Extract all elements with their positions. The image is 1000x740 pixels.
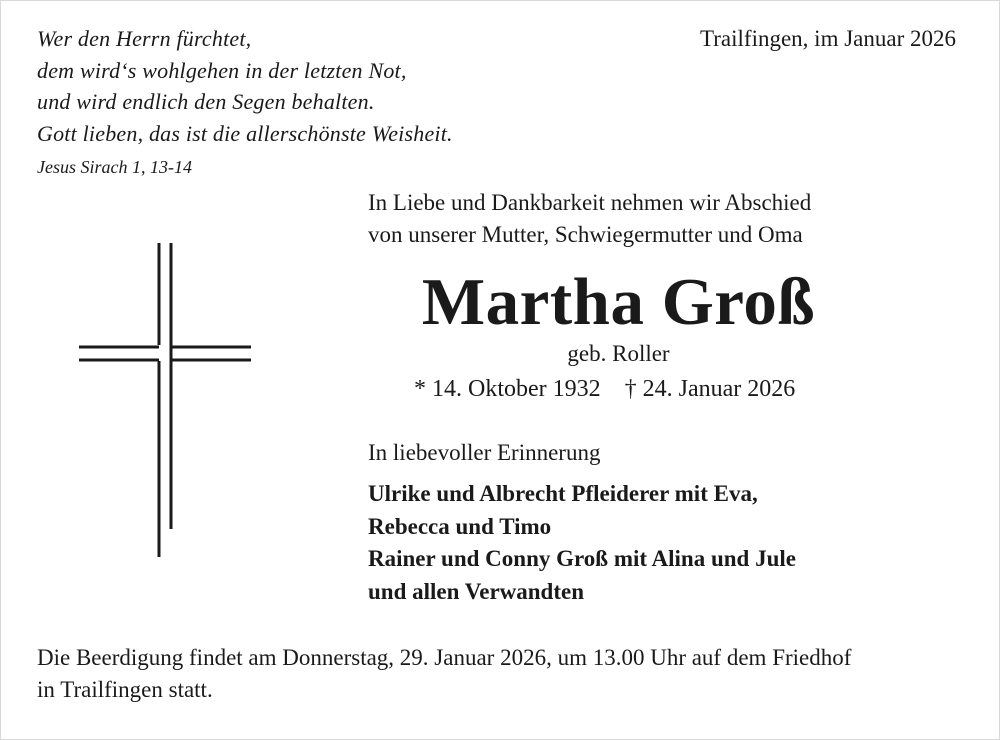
- verse-line: und wird endlich den Segen behalten.: [37, 89, 375, 114]
- deceased-name: Martha Groß: [421, 265, 816, 339]
- intro-line: von unserer Mutter, Schwiegermutter und Oma: [368, 221, 803, 247]
- birth-date: * 14. Oktober 1932: [414, 376, 601, 402]
- funeral-line: in Trailfingen statt.: [37, 677, 213, 702]
- mourner-line: Ulrike und Albrecht Pfleiderer mit Eva,: [368, 481, 758, 506]
- farewell-intro: [368, 187, 811, 250]
- death-date: † 24. Januar 2026: [624, 376, 796, 402]
- place-date: Trailfingen, im Januar 2026: [700, 26, 956, 51]
- funeral-line: Die Beerdigung findet am Donnerstag, 29. Januar 2026, um 13.00 Uhr auf dem Friedhof: [37, 645, 852, 670]
- memory-text: In liebevoller Erinnerung: [368, 440, 601, 465]
- life-dates: [414, 373, 795, 405]
- mourner-line: Rainer und Conny Groß mit Alina und Jule: [368, 546, 796, 571]
- mourner-line: und allen Verwandten: [368, 578, 585, 604]
- funeral-notice: [37, 642, 851, 706]
- verse-line: Wer den Herrn fürchtet,: [37, 26, 252, 51]
- verse-line: Gott lieben, das ist die allerschönste Weisheit.: [37, 120, 453, 146]
- intro-line: In Liebe und Dankbarkeit nehmen wir Abschied: [368, 190, 812, 215]
- maiden-name: geb. Roller: [567, 341, 670, 366]
- verse-source: Jesus Sirach 1, 13-14: [37, 157, 192, 177]
- mourners-list: [368, 478, 796, 608]
- mourner-line: Rebecca und Timo: [368, 513, 552, 539]
- bible-verse: [37, 23, 453, 149]
- verse-line: dem wird‘s wohlgehen in der letzten Not,: [37, 57, 407, 83]
